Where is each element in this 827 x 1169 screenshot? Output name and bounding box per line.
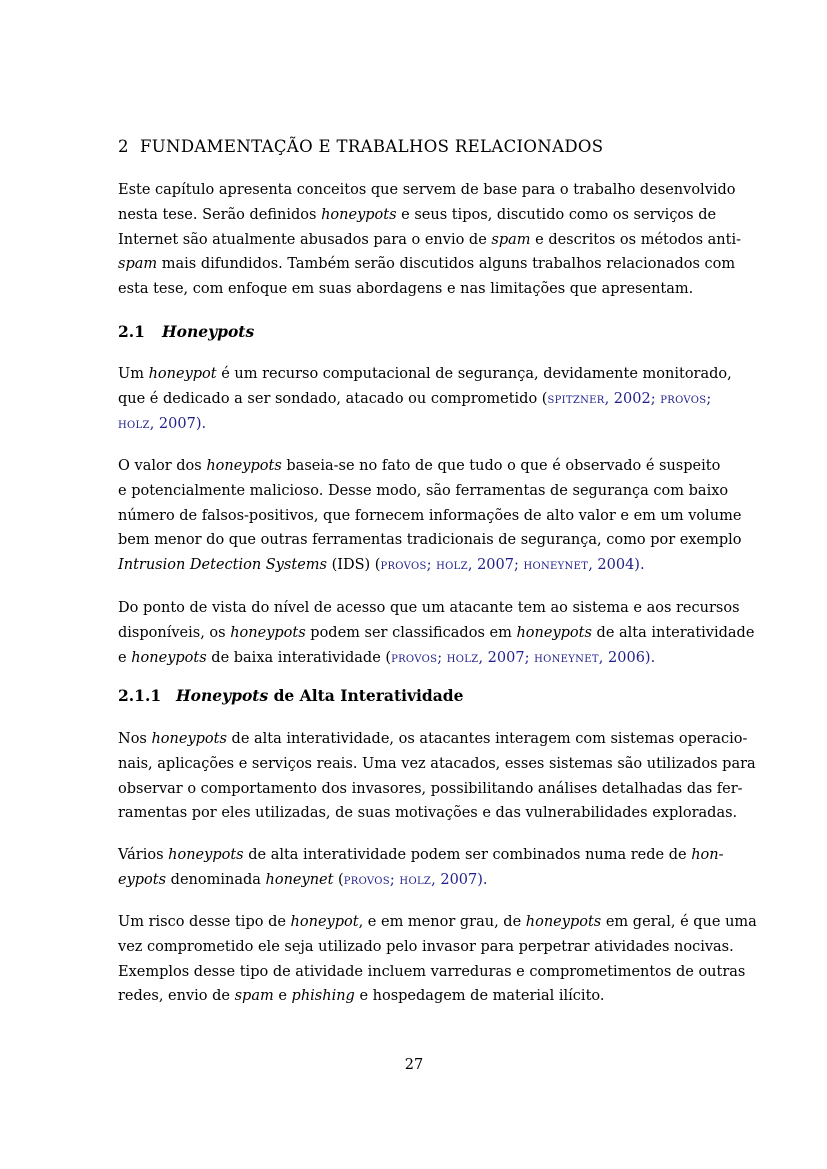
- intro-paragraph: [118, 178, 741, 302]
- subsection-title-italic: Honeypots: [176, 686, 269, 705]
- citation-link[interactable]: honeynet: [523, 557, 589, 574]
- text-line: e potencialmente malicioso. Desse modo, são ferramentas de segurança com baixo: [118, 482, 729, 499]
- citation-link[interactable]: holz: [446, 649, 479, 666]
- text-line: Vários honeypots de alta interatividade podem ser combinados numa rede de hon-: [118, 847, 724, 863]
- high-interaction-paragraph: [118, 727, 756, 826]
- citation-link[interactable]: holz: [118, 415, 150, 432]
- honeynet-paragraph: [118, 843, 724, 893]
- chapter-title: FUNDAMENTAÇÃO E TRABALHOS RELACIONADOS: [140, 137, 604, 156]
- subsection-title-rest: de Alta Interatividade: [268, 686, 464, 705]
- subsection-heading-2-1-1: [118, 686, 463, 705]
- text-line: Um honeypot é um recurso computacional de segurança, devidamente monitorado,: [118, 366, 732, 382]
- text-line: redes, envio de spam e phishing e hospedagem de material ilícito.: [118, 988, 605, 1005]
- text-line: e honeypots de baixa interatividade (provos; holz, 2007; honeynet, 2006).: [118, 649, 656, 666]
- text-line: bem menor do que outras ferramentas tradicionais de segurança, como por exemplo: [118, 532, 742, 549]
- text-line: holz, 2007).: [118, 415, 207, 432]
- text-line: vez comprometido ele seja utilizado pelo invasor para perpetrar atividades nocivas.: [118, 938, 734, 955]
- section-title: Honeypots: [162, 322, 255, 341]
- citation-link[interactable]: holz: [436, 557, 468, 574]
- risk-paragraph: [118, 910, 757, 1009]
- text-line: Nos honeypots de alta interatividade, os atacantes interagem com sistemas operacio-: [118, 731, 748, 747]
- text-line: nais, aplicações e serviços reais. Uma vez atacados, esses sistemas são utilizados para: [118, 755, 756, 772]
- text-line: disponíveis, os honeypots podem ser classificados em honeypots de alta interatividade: [118, 624, 755, 641]
- text-line: observar o comportamento dos invasores, possibilitando análises detalhadas das fer-: [118, 780, 743, 797]
- text-line: Este capítulo apresenta conceitos que servem de base para o trabalho desenvolvido: [118, 182, 736, 198]
- text-line: esta tese, com enfoque em suas abordagens e nas limitações que apresentam.: [118, 281, 694, 298]
- text-line: spam mais difundidos. Também serão discutidos alguns trabalhos relacionados com: [118, 256, 736, 273]
- text-line: número de falsos-positivos, que fornecem informações de alto valor e em um volume: [118, 507, 742, 524]
- text-line: Do ponto de vista do nível de acesso que um atacante tem ao sistema e aos recursos: [118, 600, 740, 616]
- citation-link[interactable]: honeynet: [534, 649, 599, 666]
- citation-link[interactable]: holz: [399, 871, 432, 888]
- text-line: Exemplos desse tipo de atividade incluem varreduras e comprometimentos de outras: [118, 963, 746, 980]
- text-line: Um risco desse tipo de honeypot, e em menor grau, de honeypots em geral, é que uma: [118, 914, 757, 930]
- section-heading-2-1: [118, 322, 254, 341]
- subsection-number: 2.1.1: [118, 686, 162, 705]
- definition-paragraph: [118, 362, 732, 436]
- chapter-heading: [118, 137, 603, 156]
- text-line: Internet são atualmente abusados para o envio de spam e descritos os métodos anti-: [118, 231, 741, 248]
- chapter-number: 2: [118, 137, 129, 156]
- section-number: 2.1: [118, 322, 145, 341]
- citation-link[interactable]: provos: [660, 390, 707, 407]
- text-line: eypots denominada honeynet (provos; holz, 2007).: [118, 871, 488, 888]
- value-paragraph: [118, 454, 742, 578]
- citation-link[interactable]: spitzner: [547, 390, 605, 407]
- citation-link[interactable]: provos: [391, 649, 438, 666]
- text-line: Intrusion Detection Systems (IDS) (provos; holz, 2007; honeynet, 2004).: [118, 557, 645, 574]
- text-line: que é dedicado a ser sondado, atacado ou comprometido (spitzner, 2002; provos;: [118, 390, 712, 407]
- text-line: ramentas por eles utilizadas, de suas motivações e das vulnerabilidades exploradas.: [118, 805, 738, 822]
- text-line: nesta tese. Serão definidos honeypots e seus tipos, discutido como os serviços de: [118, 206, 717, 223]
- citation-link[interactable]: provos: [380, 557, 427, 574]
- citation-link[interactable]: provos: [343, 871, 390, 888]
- page-number: 27: [404, 1057, 424, 1073]
- text-line: O valor dos honeypots baseia-se no fato de que tudo o que é observado é suspeito: [118, 458, 721, 474]
- access-paragraph: [118, 596, 755, 670]
